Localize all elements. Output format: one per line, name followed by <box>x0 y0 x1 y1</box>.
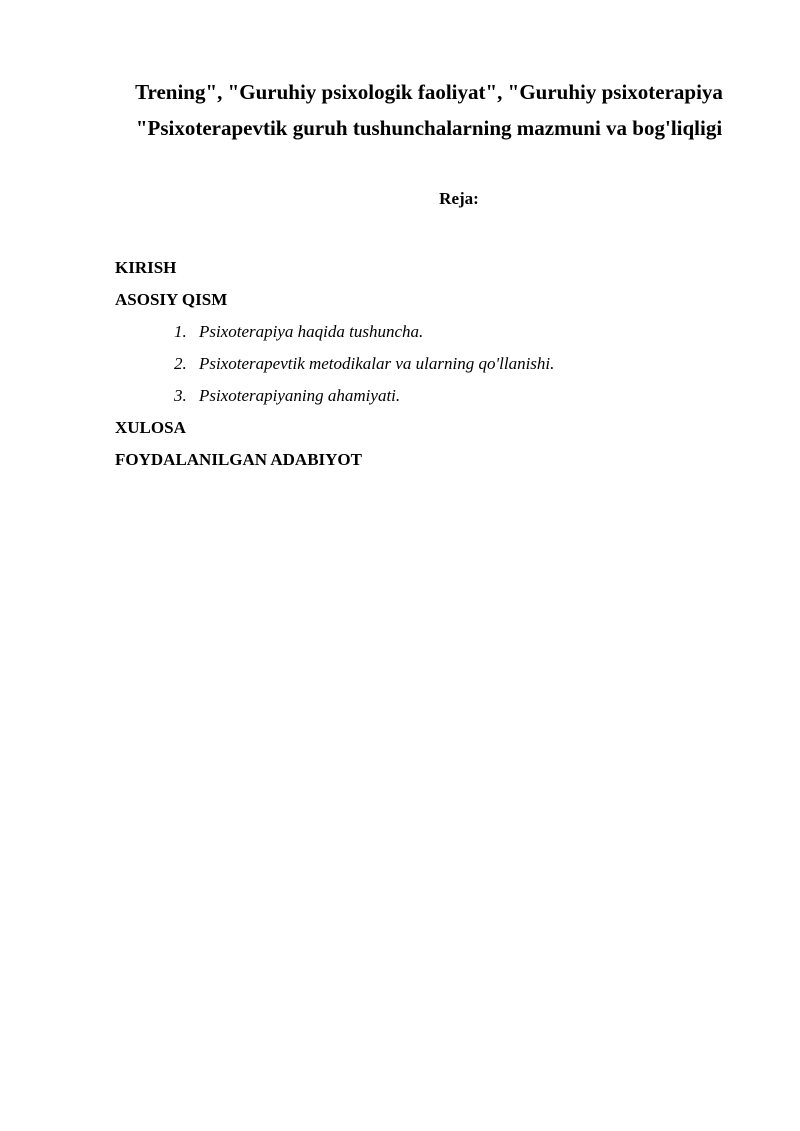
list-item <box>115 380 755 412</box>
document-title <box>0 74 800 146</box>
toc-main-part: ASOSIY QISM <box>115 290 228 309</box>
toc-references: FOYDALANILGAN ADABIYOT <box>115 450 362 469</box>
table-of-contents <box>115 252 755 476</box>
toc-conclusion: XULOSA <box>115 418 186 437</box>
list-item-text: Psixoterapevtik metodikalar va ularning qo'llanishi. <box>199 354 555 373</box>
list-item-number: 2. <box>174 354 187 373</box>
title-line-2: "Psixoterapevtik guruh tushunchalarning mazmuni va bog'liqligi <box>135 116 723 140</box>
toc-subitems <box>115 316 755 412</box>
list-item <box>115 348 755 380</box>
list-item-number: 3. <box>174 386 187 405</box>
title-line-1: Trening", "Guruhiy psixologik faoliyat", "Guruhiy psixoterapiya <box>135 80 723 104</box>
list-item <box>115 316 755 348</box>
plan-heading: Reja: <box>439 189 479 208</box>
list-item-number: 1. <box>174 322 187 341</box>
list-item-text: Psixoterapiyaning ahamiyati. <box>199 386 401 405</box>
toc-intro: KIRISH <box>115 258 177 277</box>
list-item-text: Psixoterapiya haqida tushuncha. <box>199 322 424 341</box>
